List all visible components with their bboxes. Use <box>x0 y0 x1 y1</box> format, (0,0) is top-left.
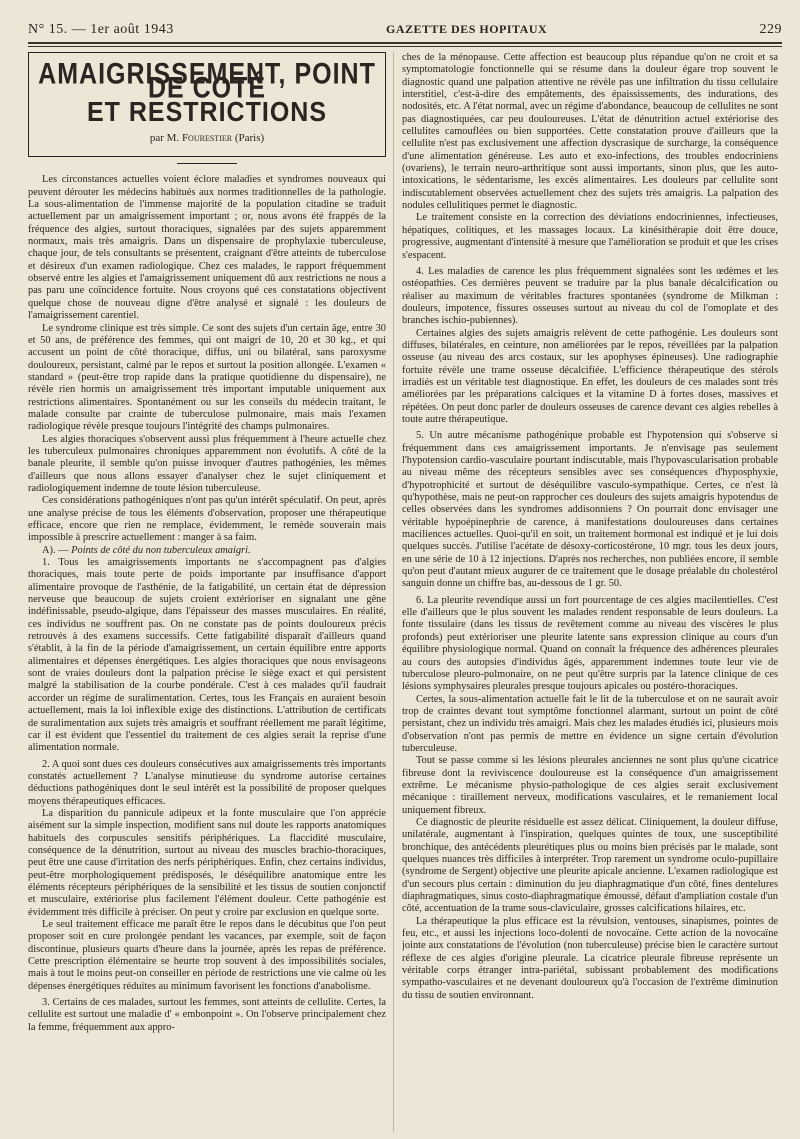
header-rule <box>28 42 782 44</box>
paragraph: 4. Les maladies de carence les plus fréquemment signalées sont les œdèmes et les ostéopathies. Ces dernières peuvent se traduire par la plus banale décalcification ou réaliser au maximum de véritables fractures spontanées (syndrome de Milkman : douleurs, impotence, fissures osseuses surtout au niveau du col de l'omoplate et des branches ischio-pubiennes). <box>402 265 778 327</box>
paragraph: 1. Tous les amaigrissements importants ne s'accompagnent pas d'algies thoraciques, mais toute perte de poids importante par insuffisance d'apport alimentaire provoque de l'asthénie, de la fatigabilité, un certain état de dépression nerveuse que beaucoup de sujets croient extérioriser en signalant une gêne indéfinissable, pseudo-algique, dans l'épaisseur des masses musculaires. En réalité, ces individus ne souffrent pas. On ne constate pas de points douloureux précis retrouvés à des examens successifs. Cette fatigabilité disparaît d'ailleurs quand s'établit, à la fin de la période d'amaigrissement, un certain équilibre entre apports alimentaires et dépenses énergétiques. Les algies thoraciques que nous envisageons sont de vraies douleurs dont la palpation précise le siège exact et qui persistent malgré la stabilisation de la courbe pondérale. C'est à ces malades qu'il faudrait accorder un régime de suralimentation. Certes, tous les Français en auraient besoin actuellement, mais la loi inflexible exige des distinctions. L'attribution de certificats de suralimentation aux sujets très amaigris et souffrant réellement me paraît légitime, car il est évident que l'essentiel du traitement de ces algies serait la reprise d'une alimentation normale. <box>28 557 386 754</box>
title-divider <box>177 163 237 164</box>
right-column <box>402 52 778 1132</box>
page-number: 229 <box>759 22 782 37</box>
author-place: (Paris) <box>234 132 265 145</box>
byline-prefix: par M. <box>149 132 180 145</box>
article-title-box <box>28 52 386 157</box>
left-column <box>28 52 386 1132</box>
paragraph: Certes, la sous-alimentation actuelle fait le lit de la tuberculose et on ne saurait avoir trop de craintes devant tout symptôme fonctionnel alarmant, surtout un point de côté persistant, chez un individu très amaigri. Mais chez les malades étudiés ici, plusieurs mois d'observation n'ont pas permis de mettre en évidence un signe certain d'évolution tuberculeuse. <box>402 693 778 754</box>
paragraph: ches de la ménopause. Cette affection est beaucoup plus répandue qu'on ne croit et sa symptomatologie fonctionnelle qui se résume dans la douleur égare trop souvent le diagnostic quand une palpation attentive ne révèle pas une infiltration du tissu cellulaire interstitiel, c'est-à-dire des empâtements, des épaississements, des indurations, des nodosités, etc. A l'état normal, avec un régime d'abondance, beaucoup de cellulites ne sont pas diagnostiquées, car peu douloureuses. L'état de dénutrition actuel extériorise des cellulites camouflées ou bien supportées. Cette constatation prouve d'ailleurs que la cellulite n'est pas exclusivement une affection dyscrasique de surcharge, la conséquence d'une alimentation généreuse. Les auto et exo-infections, des troubles endocriniens (ovariens), le terrain neuro-arthritique sont aussi importants, sinon plus, que les auto-intoxications, le sédentarisme, les excès alimentaires. Les douleurs par cellulite sont indiscutablement observées actuellement chez des sujets très amaigris. La palpation des nodules cellulitiques permet le diagnostic. <box>402 52 778 212</box>
column-separator <box>393 52 394 1132</box>
section-heading <box>28 545 386 557</box>
article-title-line1: AMAIGRISSEMENT, POINT DE COTÉ <box>38 57 376 105</box>
paragraph: La thérapeutique la plus efficace est la révulsion, ventouses, sinapismes, pointes de feu, etc., et aussi les injections loco-dolenti de novocaïne. Cette action de la novocaïne jointe aux constatations de l'évolution (non tuberculeuse) précise bien le caractère surtout réflexe de ces algies d'origine pleurale. La cicatrice pleurale fibreuse représente un véritable corps étranger intra-pariétal, subissant probablement des modifications sympatho-vasculaires et ne devenant douloureux qu'à l'occasion de l'extrême diminution du tissu de soutien environnant. <box>402 915 778 1001</box>
paragraph: Certaines algies des sujets amaigris relèvent de cette pathogénie. Les douleurs sont diffuses, bilatérales, en ceinture, non améliorées par le repos, réveillées par la palpation osseuse (au niveau des arcs costaux, sur les apophyses épineuses). Une radiographie fortuite révèle une trame osseuse décalcifiée. L'efficience thérapeutique des stérols irradiés est un véritable test diagnostique. En effet, les douleurs de ces malades sont très améliorées par les préparations calciques et la vitamine D à fortes doses, massives et répétées. On peut donc parler de douleurs osseuses de carence devant ces algies rebelles à toute autre thérapeutique. <box>402 327 778 425</box>
article-title-line2: ET RESTRICTIONS <box>86 96 327 128</box>
paragraph: 3. Certains de ces malades, surtout les femmes, sont atteints de cellulite. Certes, la cellulite est surtout une maladie d' « embonpoint ». On l'observe principalement chez la femme, fréquemment aux appro- <box>28 997 386 1033</box>
paragraph: 2. A quoi sont dues ces douleurs consécutives aux amaigrissements très importants constatés actuellement ? L'analyse minutieuse du syndrome autorise certaines déductions pathogéniques dont le seul intérêt est la possibilité de proposer quelques moyens thérapeutiques efficaces. <box>28 758 386 807</box>
byline <box>37 132 377 144</box>
section-label: A). — <box>42 544 69 556</box>
paragraph: Ces considérations pathogéniques n'ont pas qu'un intérêt spéculatif. On peut, après une analyse précise de tous les éléments d'observation, proposer une thérapeutique efficace, encore que rien ne remplace, évidemment, le remède souverain mais impossible à prescrire actuellement : manger à sa faim. <box>28 495 386 544</box>
section-title: Points de côté du non tuberculeux amaigri. <box>71 544 251 556</box>
header-rule-thin <box>28 46 782 47</box>
paragraph: 5. Un autre mécanisme pathogénique probable est l'hypotension qui s'observe si fréquemment dans ces amaigrissement importants. Je n'envisage pas seulement l'hypotension cardio-vasculaire pourtant indiscutable, mais l'hypovascularisation probable au niveau même des récepteurs sensibles avec ses conséquences d'hyposphyxie, d'hypotrophicité et surtout de déséquilibre vasculo-sympathique. Certes, ce n'est là qu'hypothèse, mais ne peut-on rapprocher ces douleurs des sujets amaigris hypotendus de celles observées dans les syndromes addisonniens ? On pourrait donc envisager une véritable hypoépinephrie de carence, à manifestations douloureuses dans certaines maciliences actuelles. Quoi-qu'il en soit, un traitement hormonal est indiqué et je lui dois quelques succès. J'utilise l'acétate de désoxy-corticostérone, 10 mgr. tous les deux jours, en une série de 10 à 12 injections. D'après nos recherches, non publiées encore, il semble qu'on peut d'autant mieux augurer de ce traitement que le dosage préalable du cholestérol sanguin donne un chiffre bas, au-dessous de 1 gr. 50. <box>402 430 778 590</box>
paragraph: Tout se passe comme si les lésions pleurales anciennes ne sont plus qu'une cicatrice fibreuse dont la reviviscence douloureuse est la conséquence d'un amaigrissement extrême. Le mécanisme physio-pathologique de ces algies serait exclusivement mécanique : tiraillement nerveux, modifications vasculaires, et le remaniement local uniquement fibreux. <box>402 755 778 816</box>
paragraph: Les circonstances actuelles voient éclore maladies et syndromes nouveaux qui peuvent dérouter les médecins habitués aux normes traditionnelles de la pathologie. La sous-alimentation de l'immense majorité de la population citadine se traduit actuellement par un amaigrissement important ; or, nous avons été frappés de la fréquence des algies, surtout thoraciques, signalées par des sujets apparemment normaux, mais très amaigris. Dans un dispensaire de prophylaxie tuberculeuse, chaque jour, de tels consultants se présentent, craignant d'être atteints de tuberculose et désireux d'un examen radiologique. Chez ces malades, le rapport fréquemment observé entre les algies et l'amaigrissement uniquement dû aux restrictions ne nous a pas paru une coïncidence fortuite. Nous croyons qué ces constatations objectivent quelque chose de nouveau digne d'être analysé et signalé : les douleurs de l'amaigrissement carentiel. <box>28 174 386 322</box>
journal-name: GAZETTE DES HOPITAUX <box>386 22 548 36</box>
author-name: Fourestier <box>181 132 233 145</box>
paragraph: Ce diagnostic de pleurite résiduelle est assez délicat. Cliniquement, la douleur diffuse, unilatérale, augmentant à l'inspiration, quelques quintes de toux, une susceptibilité bronchique, des antécédents pleurétiques plus ou moins bien précisés par le malade, sont quelques nuances très difficiles à interpréter. Trop rarement un syndrome oculo-pupillaire (syndrome de Sergent) objective une pleurite apicale ancienne. L'examen radiologique est d'un secours plus certain : diminution du jeu diaphragmatique d'un côté, fines dentelures diaphragmatiques, sinus costo-diaphragmatique émoussé, défaut d'ampliation costale d'un côté, accentuation de la trame sous-claviculaire, grosses calcifications hilaires, etc. <box>402 816 778 915</box>
paragraph: Le syndrome clinique est très simple. Ce sont des sujets d'un certain âge, entre 30 et 50 ans, de préférence des femmes, qui ont maigri de 10, 20 et 30 kg., et qui accusent un point de côté thoracique, diffus, uni ou bilatéral, sans paroxysme douloureux, persistant, calmé par le repos et surtout la position allongée. L'examen « standard » (peut-être trop rapide dans la pratique quotidienne du dispensaire), ne révèle rien hormis un amaigrissement très important imputable uniquement aux restrictions alimentaires. Spontanément ou sur les conseils du médecin traitant, le malade consulte par crainte de tuberculose pulmonaire, mais mais l'examen radiologique révèle presque toujours l'intégrité des champs pulmonaires. <box>28 322 386 433</box>
issue-date: N° 15. — 1er août 1943 <box>28 22 174 37</box>
paragraph: La disparition du pannicule adipeux et la fonte musculaire que l'on apprécie aisément sur la simple inspection, modifient sans nul doute les rapports anatomiques habituels des corpuscules sensitifs périphériques. La flaccidité musculaire, conséquence de la dénutrition, surtout au niveau des muscles brachio-thoraciques, peut être une cause d'irritation des nerfs périphériques. Enfin, chez certains individus, peut-être morphologiquement prédisposés, le déséquilibre anatomique entre les éléments récepteurs périphériques de la sensibilité et les tissus de soutien conjonctif et musculaire, extériorise plus facilement l'élément douleur. Cette pathogénie est évidemment très difficile à préciser. On peut y croire par exclusion en quelque sorte. <box>28 807 386 918</box>
paragraph: Le traitement consiste en la correction des déviations endocriniennes, infectieuses, hépatiques, colitiques, et les massages locaux. La kinésithérapie doit être douce, progressive, augmentant d'intensité à mesure que l'amélioration se produit et que les crises s'espacent. <box>402 212 778 261</box>
paragraph: Le seul traitement efficace me paraît être le repos dans le décubitus que l'on peut proposer soit en cure prolongée pendant les vacances, par exemple, soit de façon discontinue, plusieurs quarts d'heure dans la journée, après les repas de préférence. Cette prescription élémentaire se heurte trop souvent à des impossibilités sociales, mais à tout le moins peut-on conseiller en période de restrictions une vie calme où les dépenses énergétiques réduites au minimum favorisent les fonctions d'anabolisme. <box>28 919 386 992</box>
page-header <box>28 22 782 42</box>
paragraph: 6. La pleurite revendique aussi un fort pourcentage de ces algies macilentielles. C'est elle d'ailleurs que le plus souvent les malades rendent responsable de leurs douleurs. La fonte tissulaire (dans les tissus de revêtement comme au niveau des viscères le plus profonds) peut extérioriser une pleurite latente sans expression clinique au cours d'un équilibre physiologique normal. Quand on connaît la fréquence des adhérences pleurales au cours des autopsies d'individus âgés, apparemment indemnes toute leur vie de tuberculose pleuro-pulmonaire, on ne peut qu'être surpris par la latence clinique de ces lésions symphysaires pleurales presque toujours apicales ou postéro-thoraciques. <box>402 594 778 693</box>
paragraph: Les algies thoraciques s'observent aussi plus fréquemment à l'heure actuelle chez les tuberculeux pulmonaires chroniques apparemment non évolutifs. A côté de la banale pleurite, il semble qu'on puisse invoquer d'autres pathogénies, les mêmes d'ailleurs que nous allons essayer d'analyser chez le sujet cliniquement et radiologiquement indemne de toute lésion tuberculeuse. <box>28 433 386 494</box>
